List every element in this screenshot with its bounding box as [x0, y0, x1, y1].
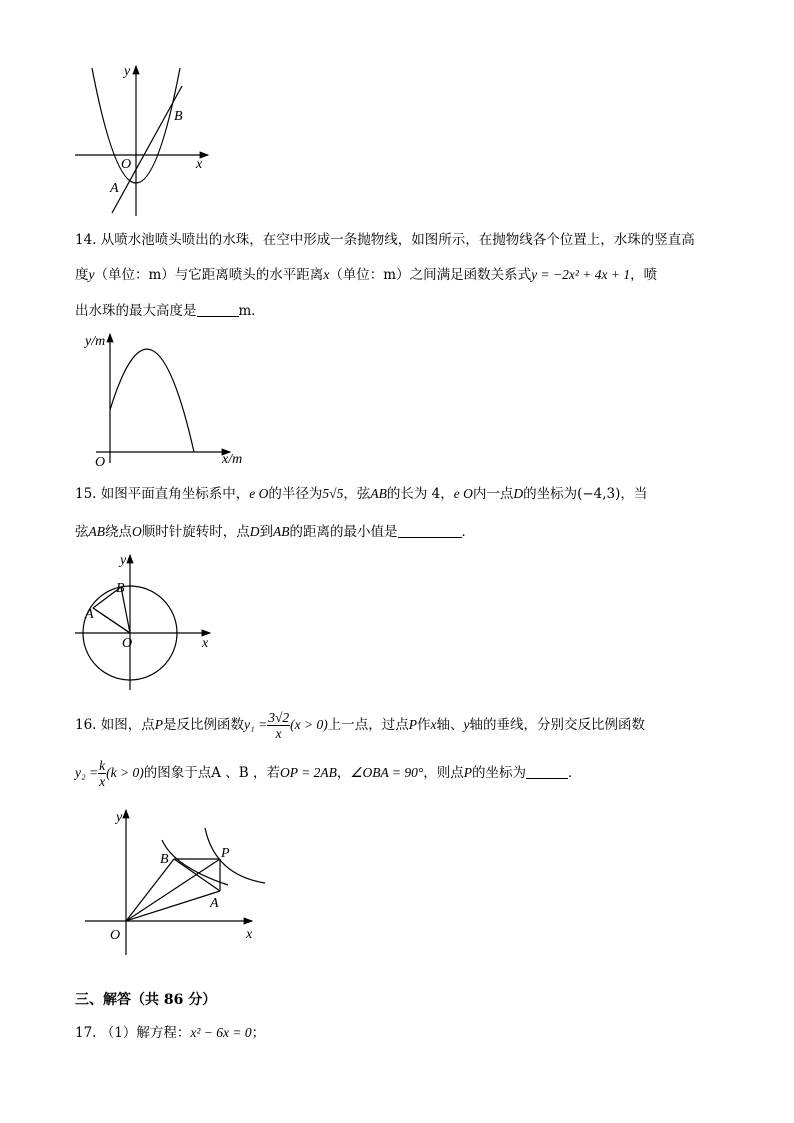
q15-point-d: D — [513, 486, 524, 501]
q15-point-o: O — [132, 524, 142, 539]
q17-end: ； — [251, 1025, 266, 1041]
q16-label-o: O — [110, 928, 121, 943]
section3-title: 三、解答（共 86 分） — [75, 992, 217, 1008]
q15-chord2: AB — [88, 524, 105, 539]
q14-parabola — [110, 349, 194, 452]
q13-label-x: x — [196, 157, 203, 172]
q14-answer-blank[interactable] — [197, 302, 239, 317]
q14-text2c: （单位：m）之间满足函数关系式 — [329, 267, 532, 283]
q16-text2c: ，则点 — [423, 765, 464, 781]
q15-figure — [70, 550, 220, 695]
q16-point-p2: P — [408, 717, 417, 732]
q16-var-y: y — [463, 717, 470, 732]
q16-point-p: P — [154, 717, 164, 732]
q15-text1b: 的半径为 — [268, 486, 323, 502]
q15-coord: (−4,3) — [577, 486, 621, 502]
q16-label-p: P — [221, 846, 230, 861]
q15-chord: AB — [370, 486, 387, 501]
q14-text2d: ，喷 — [630, 267, 658, 283]
q16-y2-num: k — [99, 758, 106, 773]
q16-end: ． — [568, 765, 582, 781]
q15-number: 15. — [75, 486, 97, 502]
q16-y2-den: x — [99, 774, 106, 789]
q16-var-x: x — [430, 717, 437, 732]
q17-line — [75, 1023, 265, 1043]
q15-answer-blank[interactable] — [398, 523, 462, 538]
q13-label-y: y — [124, 64, 131, 79]
q16-point-p3: P — [463, 765, 472, 780]
q16-text2d: 的坐标为 — [472, 765, 526, 781]
q15-label-y: y — [120, 553, 127, 568]
q16-line1 — [75, 710, 645, 741]
q14-var-y: y — [88, 267, 95, 282]
q15-chord3: AB — [273, 524, 290, 539]
q16-text1c: 上一点，过点 — [327, 717, 409, 733]
q15-text1a: 如图平面直角坐标系中， — [100, 486, 250, 502]
q15-text1d: 的长为 4， — [386, 486, 454, 502]
q14-label-x: x/m — [222, 452, 243, 467]
q15-text1e: 内一点 — [472, 486, 514, 502]
q15-text2e: 的距离的最小值是 — [289, 524, 398, 540]
q17-number: 17. — [75, 1025, 97, 1041]
q14-figure — [80, 328, 260, 473]
q16-figure — [80, 805, 270, 965]
q15-point-d2: D — [249, 524, 260, 539]
q16-y1-den: x — [275, 726, 282, 741]
q14-line3 — [75, 301, 265, 321]
q13-label-a: A — [110, 181, 119, 196]
q16-y1-num: 3√2 — [268, 710, 290, 725]
q16-cond2: ∠OBA = 90° — [350, 765, 424, 780]
q16-segment-op — [126, 859, 220, 921]
q15-radius: 5√5 — [322, 486, 344, 501]
q16-label-x: x — [246, 927, 253, 942]
q14-text2a: 度 — [75, 267, 89, 283]
q14-line2 — [75, 265, 657, 285]
q16-number: 16. — [75, 717, 97, 733]
q15-text1c: ，弦 — [343, 486, 371, 502]
q17-equation: x² − 6x = 0 — [190, 1025, 252, 1040]
q16-y1-fraction — [267, 710, 290, 741]
q16-line2 — [75, 758, 582, 789]
q16-text1a: 如图，点 — [100, 717, 155, 733]
q16-label-y: y — [116, 810, 123, 825]
q15-text2a: 弦 — [75, 524, 89, 540]
q15-text2b: 绕点 — [105, 524, 132, 540]
q16-text2a: 的图象于点A 、B ，若 — [143, 765, 281, 781]
q14-text3a: 出水珠的最大高度是 — [75, 303, 197, 319]
q14-number: 14. — [75, 232, 97, 248]
q15-text1g: ，当 — [620, 486, 648, 502]
q15-circle-sym2: e O — [453, 486, 473, 501]
q13-label-b: B — [174, 109, 183, 124]
q16-text1e: 轴、 — [436, 717, 464, 733]
q14-var-x: x — [323, 267, 330, 282]
q15-line1 — [75, 484, 647, 504]
q17-text: （1）解方程： — [100, 1025, 191, 1041]
q16-answer-blank[interactable] — [526, 764, 568, 779]
q16-y2-cond: (k > 0) — [106, 765, 144, 780]
q14-text1: 从喷水池喷头喷出的水珠，在空中形成一条抛物线，如图所示，在抛物线各个位置上，水珠的竖直高 — [100, 232, 695, 248]
q14-formula: y = −2x² + 4x + 1 — [531, 267, 631, 282]
q15-circle-sym: e O — [249, 486, 269, 501]
q14-text2b: （单位：m）与它距离喷头的水平距离 — [94, 267, 324, 283]
q16-label-b: B — [160, 852, 169, 867]
q16-cond1: OP = 2AB — [280, 765, 337, 780]
q16-label-a: A — [210, 896, 219, 911]
q15-text1f: 的坐标为 — [523, 486, 578, 502]
q15-text2d: 到 — [259, 524, 273, 540]
q16-text1d: 作 — [416, 717, 431, 733]
q16-y1-cond: (x > 0) — [290, 717, 328, 732]
q14-label-y: y/m — [85, 334, 106, 349]
q15-label-a: A — [85, 607, 94, 622]
q15-label-b: B — [116, 581, 125, 596]
q13-figure — [70, 58, 220, 223]
q15-end: ． — [461, 524, 475, 540]
q14-line1 — [75, 230, 695, 250]
q16-text2b: ， — [336, 765, 351, 781]
q16-text1b: 是反比例函数 — [163, 717, 245, 733]
q16-curve-outer — [205, 828, 265, 883]
q15-line2 — [75, 522, 475, 542]
q15-text2c: 顺时针旋转时，点 — [141, 524, 250, 540]
q16-y1: y₁ = — [244, 717, 268, 732]
q13-line — [112, 86, 182, 213]
q16-segment-ob — [126, 859, 174, 921]
q15-segment-am — [93, 608, 130, 633]
q16-text1f: 轴的垂线，分别交反比例函数 — [469, 717, 645, 733]
q16-segment-oa — [126, 891, 220, 921]
q14-label-o: O — [95, 455, 106, 470]
q13-label-o: O — [121, 157, 132, 172]
q16-y2: y₂ = — [75, 765, 99, 780]
q15-label-o: O — [122, 636, 133, 651]
q16-y2-fraction — [98, 758, 106, 789]
q14-text3b: m． — [238, 303, 265, 319]
q15-label-x: x — [202, 636, 209, 651]
